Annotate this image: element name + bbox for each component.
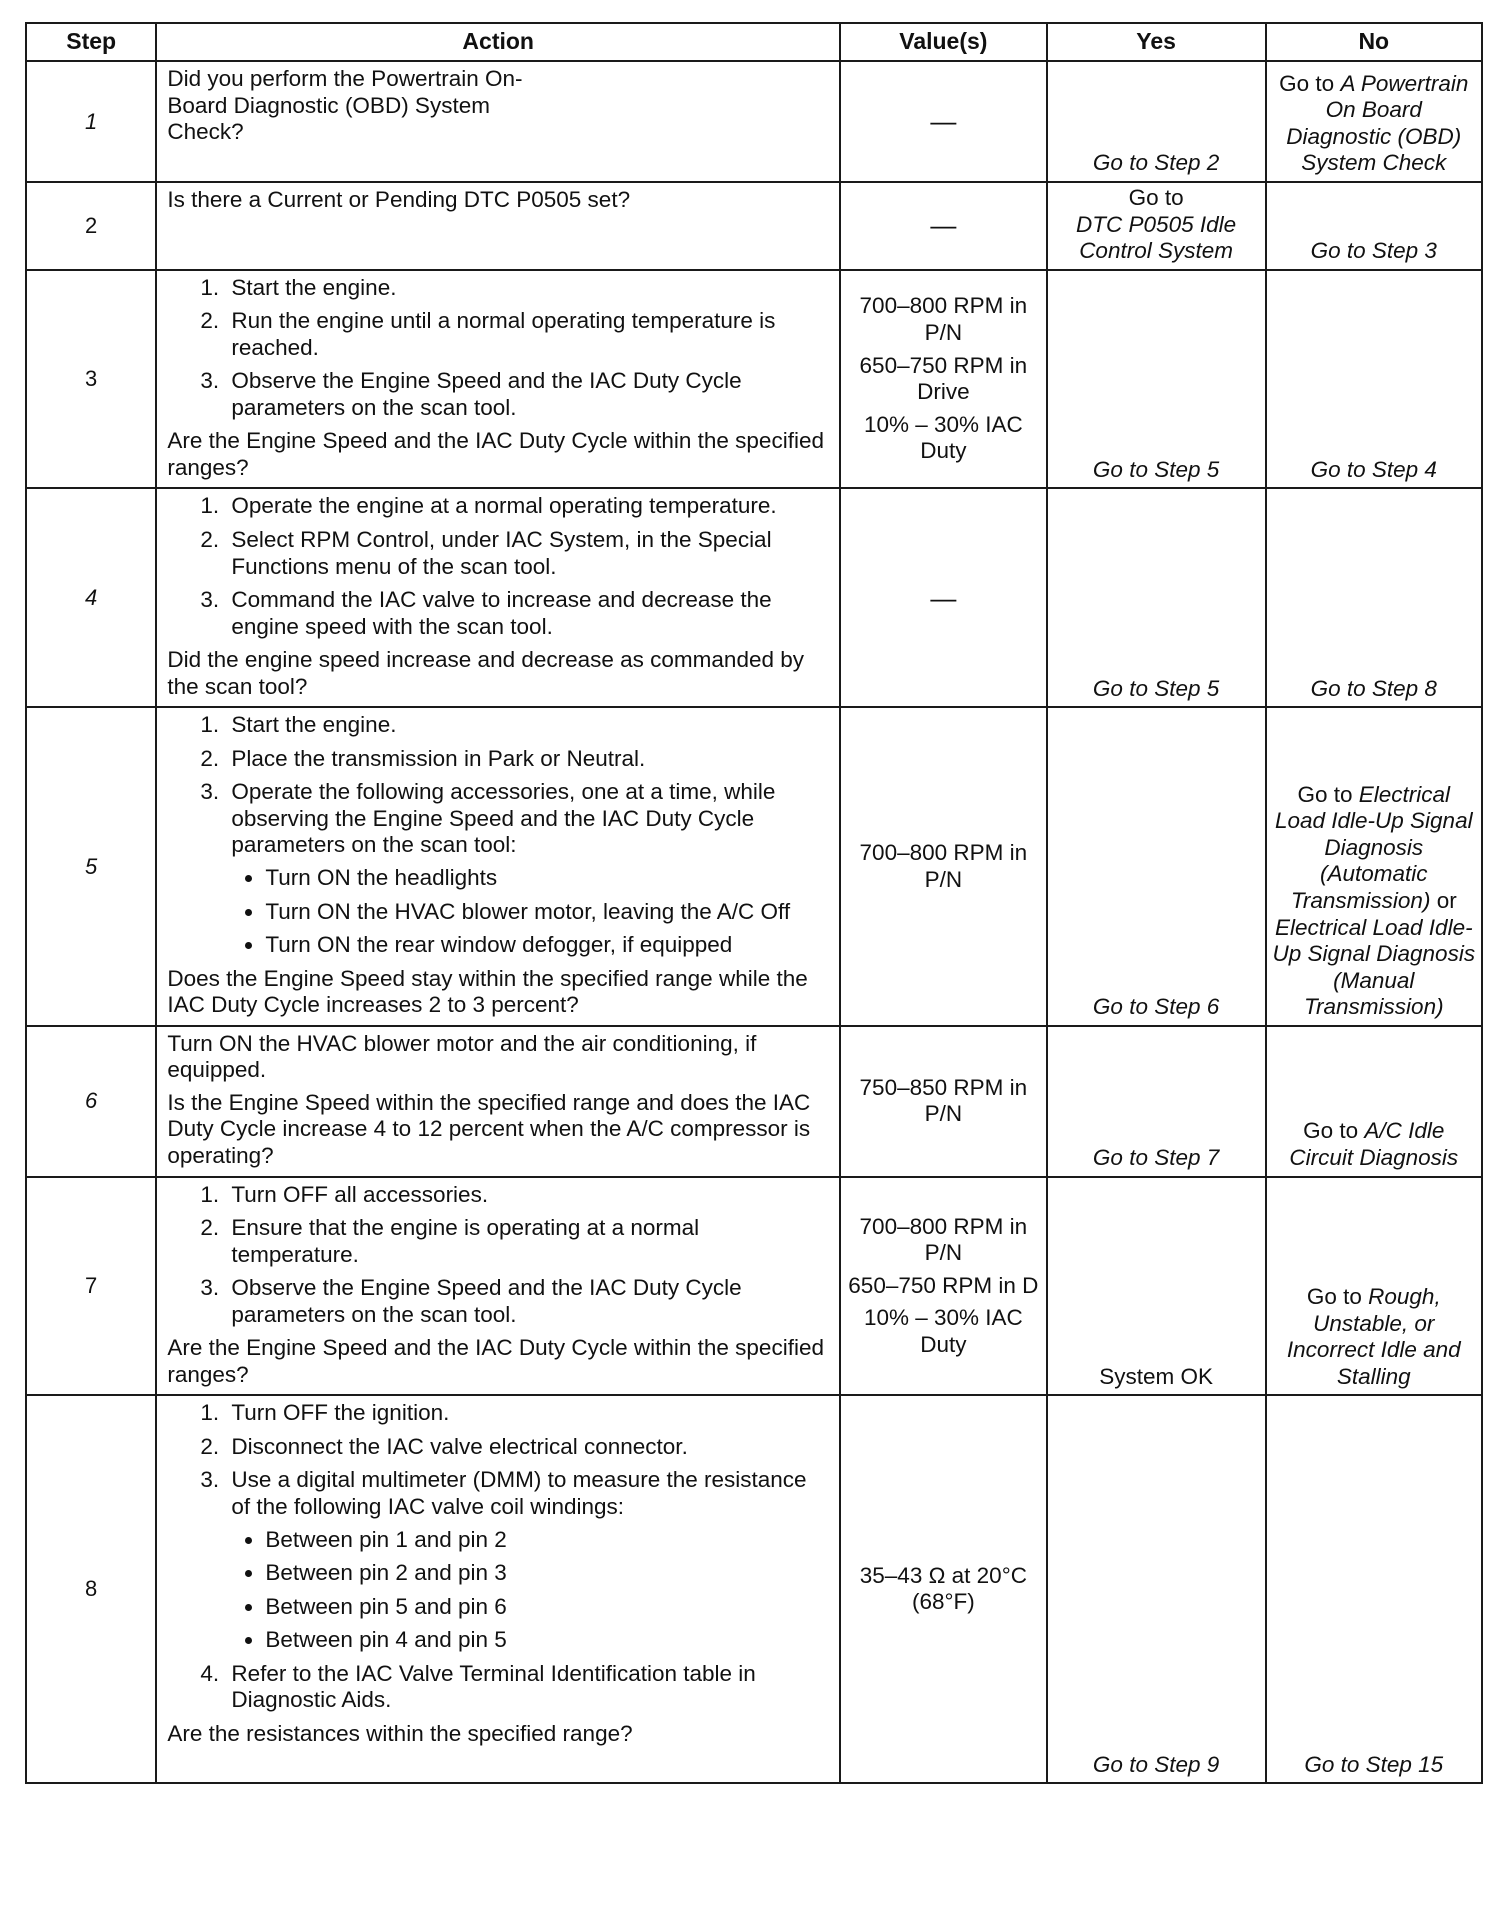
action-cell bbox=[156, 1395, 840, 1783]
action-list bbox=[167, 275, 829, 422]
table-row-step-1 bbox=[26, 61, 1482, 182]
no-reference: Rough, Unstable, or Incorrect Idle and Stalling bbox=[1286, 1284, 1461, 1389]
no-prefix: Go to bbox=[1303, 1118, 1359, 1144]
value-cell bbox=[840, 707, 1047, 1025]
no-cell: Go to Step 4 bbox=[1266, 270, 1482, 489]
action-list bbox=[167, 493, 829, 640]
action-cell bbox=[156, 707, 840, 1025]
yes-cell: System OK bbox=[1047, 1177, 1266, 1396]
bullet-item: • Between pin 1 and pin 2 bbox=[265, 1527, 829, 1554]
value-text: 700–800 RPM in P/N bbox=[859, 839, 1028, 892]
no-cell bbox=[1266, 61, 1482, 182]
action-item: 3. Command the IAC valve to increase and decrease the engine speed with the scan tool. bbox=[225, 587, 829, 640]
yes-cell: Go to Step 6 bbox=[1047, 707, 1266, 1025]
action-item: 1. Start the engine. bbox=[225, 712, 829, 739]
header-row bbox=[26, 23, 1482, 61]
table-row-step-7 bbox=[26, 1177, 1482, 1396]
value-text: 700–800 RPM in P/N bbox=[859, 293, 1028, 345]
question-text: Are the Engine Speed and the IAC Duty Cycle within the specified ranges? bbox=[167, 428, 824, 480]
no-reference: A/C Idle Circuit Diagnosis bbox=[1289, 1118, 1459, 1170]
action-item: 2. Run the engine until a normal operating temperature is reached. bbox=[225, 308, 829, 361]
question-text: Did you perform the Powertrain On-Board Diagnostic (OBD) System Check? bbox=[167, 66, 523, 145]
action-list bbox=[167, 712, 829, 958]
bullet-item: • Between pin 2 and pin 3 bbox=[265, 1560, 829, 1587]
action-item: 2. Place the transmission in Park or Neutral. bbox=[225, 746, 829, 773]
table-row-step-4 bbox=[26, 488, 1482, 707]
step-number: 3 bbox=[26, 270, 156, 489]
no-cell: Go to Step 8 bbox=[1266, 488, 1482, 707]
intro-text: Turn ON the HVAC blower motor and the air conditioning, if equipped. bbox=[167, 1030, 757, 1083]
value-text: 650–750 RPM in D bbox=[848, 1272, 1039, 1298]
question-text: Are the resistances within the specified range? bbox=[167, 1720, 633, 1746]
question-text: Is there a Current or Pending DTC P0505 set? bbox=[167, 187, 631, 212]
step-number: 2 bbox=[26, 182, 156, 270]
header-action: Action bbox=[156, 23, 840, 61]
question-text: Did the engine speed increase and decrease as commanded by the scan tool? bbox=[167, 647, 805, 699]
value-text: — bbox=[930, 582, 957, 613]
table-row-step-5 bbox=[26, 707, 1482, 1025]
value-text: — bbox=[930, 106, 957, 137]
action-item: 3. Observe the Engine Speed and the IAC Duty Cycle parameters on the scan tool. bbox=[225, 368, 829, 421]
action-cell bbox=[156, 1026, 840, 1177]
value-cell bbox=[840, 270, 1047, 489]
no-or: or bbox=[1436, 888, 1457, 914]
question-text: Are the Engine Speed and the IAC Duty Cycle within the specified ranges? bbox=[167, 1335, 824, 1387]
table-row-step-8 bbox=[26, 1395, 1482, 1783]
action-item bbox=[225, 1467, 829, 1653]
action-item: 2. Ensure that the engine is operating at a normal temperature. bbox=[225, 1215, 829, 1268]
value-cell bbox=[840, 1026, 1047, 1177]
no-prefix: Go to bbox=[1297, 781, 1353, 807]
header-values: Value(s) bbox=[840, 23, 1047, 61]
yes-cell: Go to Step 5 bbox=[1047, 270, 1266, 489]
action-list bbox=[167, 1400, 829, 1713]
value-cell bbox=[840, 1395, 1047, 1783]
action-cell bbox=[156, 182, 840, 270]
diagnostic-table bbox=[25, 22, 1483, 1784]
bullet-item: • Turn ON the HVAC blower motor, leaving the A/C Off bbox=[265, 899, 829, 926]
value-text: 10% – 30% IAC Duty bbox=[863, 411, 1023, 464]
step-number: 8 bbox=[26, 1395, 156, 1783]
value-text: 35–43 Ω at 20°C (68°F) bbox=[859, 1562, 1027, 1615]
value-cell bbox=[840, 182, 1047, 270]
table-row-step-6 bbox=[26, 1026, 1482, 1177]
yes-prefix: Go to bbox=[1128, 185, 1184, 210]
bullet-item: • Between pin 4 and pin 5 bbox=[265, 1627, 829, 1654]
action-item: 1. Operate the engine at a normal operating temperature. bbox=[225, 493, 829, 520]
value-text: — bbox=[930, 210, 957, 241]
table-row-step-2 bbox=[26, 182, 1482, 270]
yes-reference: DTC P0505 Idle Control System bbox=[1076, 211, 1237, 264]
action-item-text: Use a digital multimeter (DMM) to measure the resistance of the following IAC valve coil windings: bbox=[231, 1467, 807, 1519]
action-cell bbox=[156, 488, 840, 707]
action-item: 1. Turn OFF all accessories. bbox=[225, 1182, 829, 1209]
value-text: 700–800 RPM in P/N bbox=[859, 1213, 1028, 1266]
yes-cell: Go to Step 7 bbox=[1047, 1026, 1266, 1177]
no-prefix: Go to bbox=[1279, 70, 1335, 96]
action-item bbox=[225, 779, 829, 958]
bullet-item: • Between pin 5 and pin 6 bbox=[265, 1594, 829, 1621]
no-reference: A Powertrain On Board Diagnostic (OBD) System Check bbox=[1286, 70, 1469, 176]
action-item: 2. Disconnect the IAC valve electrical connector. bbox=[225, 1434, 829, 1461]
value-text: 650–750 RPM in Drive bbox=[859, 352, 1028, 405]
step-number: 1 bbox=[26, 61, 156, 182]
action-item: 2. Select RPM Control, under IAC System, in the Special Functions menu of the scan tool. bbox=[225, 527, 829, 580]
no-cell: Go to Step 15 bbox=[1266, 1395, 1482, 1783]
step-number: 7 bbox=[26, 1177, 156, 1396]
yes-cell: Go to Step 5 bbox=[1047, 488, 1266, 707]
question-text: Does the Engine Speed stay within the specified range while the IAC Duty Cycle increases 2 to 3 percent? bbox=[167, 965, 808, 1018]
action-cell bbox=[156, 270, 840, 489]
bullet-item: • Turn ON the rear window defogger, if equipped bbox=[265, 932, 829, 959]
yes-cell bbox=[1047, 182, 1266, 270]
bullet-list bbox=[231, 865, 829, 959]
no-cell bbox=[1266, 1177, 1482, 1396]
header-yes: Yes bbox=[1047, 23, 1266, 61]
bullet-list bbox=[231, 1527, 829, 1654]
no-cell bbox=[1266, 707, 1482, 1025]
table-row-step-3 bbox=[26, 270, 1482, 489]
value-cell bbox=[840, 61, 1047, 182]
step-number: 5 bbox=[26, 707, 156, 1025]
value-cell bbox=[840, 488, 1047, 707]
no-reference: Electrical Load Idle-Up Signal Diagnosis (Automatic Transmission) bbox=[1274, 781, 1473, 914]
action-item: 1. Turn OFF the ignition. bbox=[225, 1400, 829, 1427]
action-item: 4. Refer to the IAC Valve Terminal Identification table in Diagnostic Aids. bbox=[225, 1661, 829, 1714]
action-item: 1. Start the engine. bbox=[225, 275, 829, 302]
value-cell bbox=[840, 1177, 1047, 1396]
action-item: 3. Observe the Engine Speed and the IAC Duty Cycle parameters on the scan tool. bbox=[225, 1275, 829, 1328]
header-step: Step bbox=[26, 23, 156, 61]
header-no: No bbox=[1266, 23, 1482, 61]
value-text: 10% – 30% IAC Duty bbox=[863, 1305, 1023, 1357]
value-text: 750–850 RPM in P/N bbox=[859, 1074, 1028, 1127]
step-number: 6 bbox=[26, 1026, 156, 1177]
action-item-text: Operate the following accessories, one at a time, while observing the Engine Speed and the IAC Duty Cycle parameters on the scan tool: bbox=[231, 779, 776, 858]
question-text: Is the Engine Speed within the specified range and does the IAC Duty Cycle increase 4 to 12 percent when the A/C compressor is operating? bbox=[167, 1089, 811, 1168]
yes-cell: Go to Step 2 bbox=[1047, 61, 1266, 182]
bullet-item: • Turn ON the headlights bbox=[265, 865, 829, 892]
no-cell: Go to Step 3 bbox=[1266, 182, 1482, 270]
no-cell bbox=[1266, 1026, 1482, 1177]
action-list bbox=[167, 1182, 829, 1329]
action-cell bbox=[156, 61, 840, 182]
no-reference: Electrical Load Idle-Up Signal Diagnosis (Manual Transmission) bbox=[1272, 914, 1476, 1020]
yes-cell: Go to Step 9 bbox=[1047, 1395, 1266, 1783]
step-number: 4 bbox=[26, 488, 156, 707]
action-cell bbox=[156, 1177, 840, 1396]
no-prefix: Go to bbox=[1306, 1284, 1362, 1310]
